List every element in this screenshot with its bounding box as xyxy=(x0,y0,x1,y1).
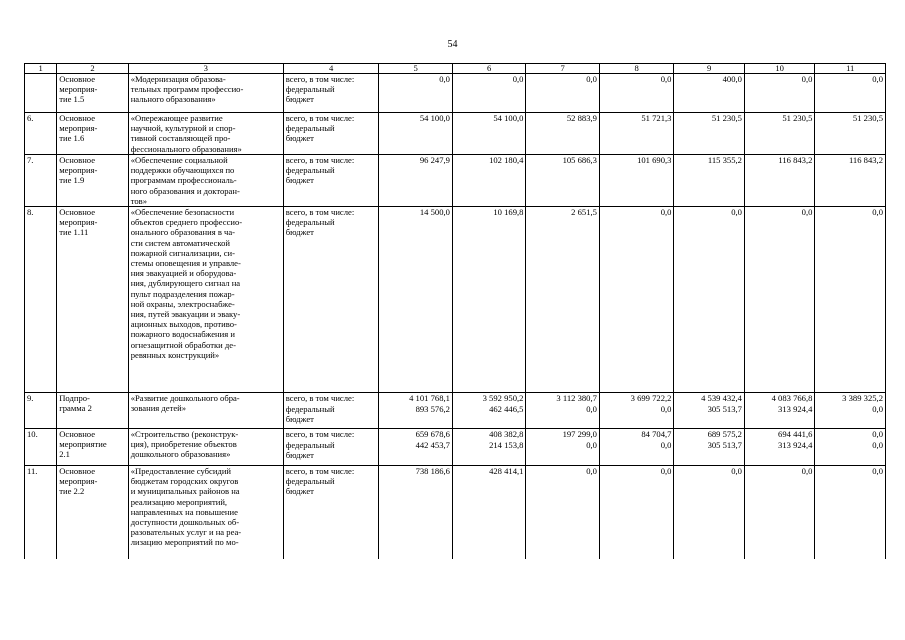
value-cell: 659 678,6 xyxy=(379,429,453,440)
value-cell: 2 651,5 xyxy=(526,207,600,393)
value-cell: 694 441,6 xyxy=(744,429,814,440)
value-cell: 51 230,5 xyxy=(674,113,744,155)
program-code-cell: Основное мероприя- тие 1.6 xyxy=(57,113,128,155)
value-cell: 313 924,4 xyxy=(744,404,814,429)
value-cell: 0,0 xyxy=(379,74,453,113)
value-cell: 0,0 xyxy=(815,74,886,113)
value-cell: 84 704,7 xyxy=(599,429,674,440)
value-cell: 462 446,5 xyxy=(452,404,526,429)
value-cell: 0,0 xyxy=(599,466,674,559)
value-cell: 0,0 xyxy=(526,440,600,466)
table-row xyxy=(25,466,886,559)
value-cell: 0,0 xyxy=(599,207,674,393)
value-cell: 400,0 xyxy=(674,74,744,113)
row-number-cell: 7. xyxy=(25,155,57,207)
value-cell: 0,0 xyxy=(744,207,814,393)
value-cell: 408 382,8 xyxy=(452,429,526,440)
header-cell: 7 xyxy=(526,64,600,74)
value-cell: 10 169,8 xyxy=(452,207,526,393)
funding-source-cell xyxy=(283,74,379,113)
value-cell: 3 592 950,2 xyxy=(452,393,526,404)
header-cell: 3 xyxy=(128,64,283,74)
value-cell: 54 100,0 xyxy=(379,113,453,155)
value-cell: 197 299,0 xyxy=(526,429,600,440)
value-cell: 52 883,9 xyxy=(526,113,600,155)
row-number-cell: 6. xyxy=(25,113,57,155)
value-cell: 51 230,5 xyxy=(744,113,814,155)
funding-source-cell: всего, в том числе: xyxy=(283,429,379,440)
funding-source-cell xyxy=(283,207,379,393)
value-cell: 116 843,2 xyxy=(815,155,886,207)
program-name-cell: «Обеспечение социальной поддержки обучающихся по программам профессиональ- ного образования и докторан- тов» xyxy=(128,155,283,207)
program-code-cell: Основное мероприя- тие 1.11 xyxy=(57,207,128,393)
value-cell: 115 355,2 xyxy=(674,155,744,207)
value-cell: 0,0 xyxy=(526,74,600,113)
value-cell: 0,0 xyxy=(599,404,674,429)
funding-source-cell xyxy=(283,155,379,207)
funding-total-label: всего, в том числе: xyxy=(285,113,355,123)
funding-total-label: всего, в том числе: xyxy=(285,207,355,218)
table-row xyxy=(25,155,886,207)
funding-source-cell: федеральный бюджет xyxy=(283,440,379,466)
value-cell: 442 453,7 xyxy=(379,440,453,466)
value-cell: 214 153,8 xyxy=(452,440,526,466)
header-cell: 10 xyxy=(744,64,814,74)
header-cell: 9 xyxy=(674,64,744,74)
header-cell: 2 xyxy=(57,64,128,74)
value-cell: 14 500,0 xyxy=(379,207,453,393)
value-cell: 0,0 xyxy=(526,466,600,559)
funding-source-cell: всего, в том числе: xyxy=(283,393,379,404)
program-name-cell: «Модернизация образова- тельных программ профессио- нального образования» xyxy=(128,74,283,113)
funding-total-label: всего, в том числе: xyxy=(285,155,355,165)
value-cell: 116 843,2 xyxy=(744,155,814,207)
budget-table xyxy=(24,63,886,559)
value-cell: 0,0 xyxy=(815,466,886,559)
value-cell: 0,0 xyxy=(744,74,814,113)
value-cell: 689 575,2 xyxy=(674,429,744,440)
table-row xyxy=(25,74,886,113)
value-cell: 0,0 xyxy=(815,440,886,466)
value-cell: 0,0 xyxy=(744,466,814,559)
value-cell: 305 513,7 xyxy=(674,404,744,429)
value-cell: 0,0 xyxy=(452,74,526,113)
table-row xyxy=(25,429,886,440)
value-cell: 101 690,3 xyxy=(599,155,674,207)
value-cell: 0,0 xyxy=(526,404,600,429)
row-number-cell xyxy=(25,74,57,113)
value-cell: 305 513,7 xyxy=(674,440,744,466)
table-row xyxy=(25,207,886,393)
funding-federal-label: федеральный бюджет xyxy=(285,165,335,186)
funding-source-cell xyxy=(283,113,379,155)
table-row xyxy=(25,113,886,155)
value-cell: 0,0 xyxy=(815,207,886,393)
header-cell: 8 xyxy=(599,64,674,74)
value-cell: 3 389 325,2 xyxy=(815,393,886,404)
row-number-cell: 10. xyxy=(25,429,57,466)
value-cell: 102 180,4 xyxy=(452,155,526,207)
value-cell: 738 186,6 xyxy=(379,466,453,559)
value-cell: 3 112 380,7 xyxy=(526,393,600,404)
value-cell: 51 721,3 xyxy=(599,113,674,155)
row-number-cell: 9. xyxy=(25,393,57,429)
funding-source-cell xyxy=(283,466,379,559)
table-row xyxy=(25,393,886,404)
value-cell: 105 686,3 xyxy=(526,155,600,207)
funding-federal-label: федеральный бюджет xyxy=(285,476,335,497)
value-cell: 0,0 xyxy=(599,74,674,113)
program-code-cell: Подпро- грамма 2 xyxy=(57,393,128,429)
table-header-row xyxy=(25,64,886,74)
program-code-cell: Основное мероприя- тие 1.5 xyxy=(57,74,128,113)
value-cell: 893 576,2 xyxy=(379,404,453,429)
funding-source-cell: федеральный бюджет xyxy=(283,404,379,429)
program-name-cell: «Обеспечение безопасности объектов среднего профессио- онального образования в ча- сти систем автоматической пожарной сигнализации, си- стемы оповещения и управле- ния эвакуацией и оборудова- ния, дублирующего сигнал на пульт подразделения пожар- ной охраны, электроснабже- ния, путей эвакуации и эваку- ационных выходов, противо- пожарного водоснабжения и огнезащитной обработки де- ревянных конструкций» xyxy=(128,207,283,393)
program-name-cell: «Предоставление субсидий бюджетам городских округов и муниципальных районов на реализацию мероприятий, направленных на повышение доступности дошкольных об- разовательных услуг и на реа- лизацию мероприятий по мо- xyxy=(128,466,283,559)
value-cell: 96 247,9 xyxy=(379,155,453,207)
value-cell: 0,0 xyxy=(674,207,744,393)
header-cell: 4 xyxy=(283,64,379,74)
row-number-cell: 11. xyxy=(25,466,57,559)
value-cell: 54 100,0 xyxy=(452,113,526,155)
value-cell: 428 414,1 xyxy=(452,466,526,559)
program-name-cell: «Опережающее развитие научной, культурной и спор- тивной составляющей про- фессионального образования» xyxy=(128,113,283,155)
value-cell: 313 924,4 xyxy=(744,440,814,466)
value-cell: 4 083 766,8 xyxy=(744,393,814,404)
value-cell: 4 101 768,1 xyxy=(379,393,453,404)
page-number: 54 xyxy=(447,39,458,50)
funding-federal-label: федеральный бюджет xyxy=(285,217,335,238)
funding-federal-label: федеральный бюджет xyxy=(285,84,335,105)
program-code-cell: Основное мероприя- тие 2.2 xyxy=(57,466,128,559)
value-cell: 0,0 xyxy=(815,429,886,440)
header-cell: 6 xyxy=(452,64,526,74)
value-cell: 3 699 722,2 xyxy=(599,393,674,404)
header-cell: 5 xyxy=(379,64,453,74)
program-name-cell: «Развитие дошкольного обра- зования детей» xyxy=(128,393,283,429)
value-cell: 0,0 xyxy=(599,440,674,466)
program-code-cell: Основное мероприятие 2.1 xyxy=(57,429,128,466)
funding-total-label: всего, в том числе: xyxy=(285,466,355,477)
row-number-cell: 8. xyxy=(25,207,57,393)
value-cell: 4 539 432,4 xyxy=(674,393,744,404)
value-cell: 51 230,5 xyxy=(815,113,886,155)
funding-total-label: всего, в том числе: xyxy=(285,74,355,84)
program-code-cell: Основное мероприя- тие 1.9 xyxy=(57,155,128,207)
program-name-cell: «Строительство (реконструк- ция), приобретение объектов дошкольного образования» xyxy=(128,429,283,466)
header-cell: 1 xyxy=(25,64,57,74)
value-cell: 0,0 xyxy=(815,404,886,429)
value-cell: 0,0 xyxy=(674,466,744,559)
header-cell: 11 xyxy=(815,64,886,74)
funding-federal-label: федеральный бюджет xyxy=(285,123,335,144)
